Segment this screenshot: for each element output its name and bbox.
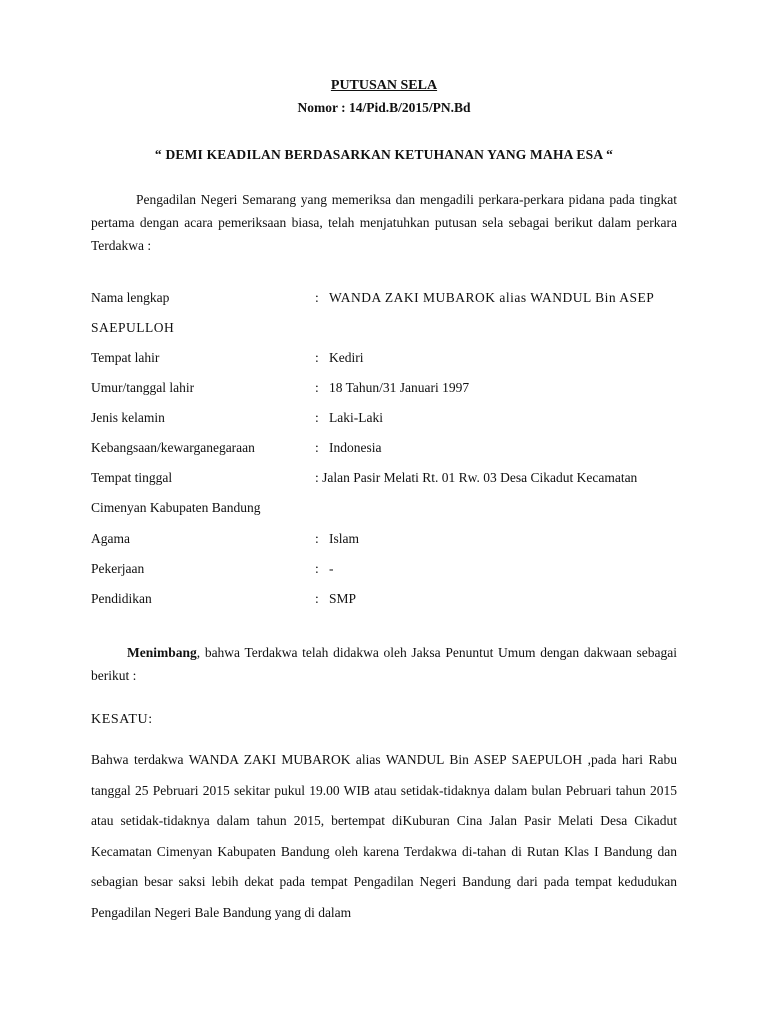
document-title: PUTUSAN SELA [330, 78, 438, 93]
identity-row-agama [91, 531, 681, 553]
agama-value: Islam [329, 531, 359, 546]
menimbang-paragraph [91, 641, 677, 687]
justice-motto: “ DEMI KEADILAN BERDASARKAN KETUHANAN YANG MAHA ESA “ [154, 147, 614, 162]
tempat-lahir-colon: : [315, 350, 319, 365]
pendidikan-colon: : [315, 591, 319, 606]
identity-row-nama [91, 290, 681, 312]
umur-label: Umur/tanggal lahir [91, 380, 195, 395]
pekerjaan-colon: : [315, 561, 319, 576]
jenis-kelamin-value: Laki-Laki [329, 410, 383, 425]
identity-row-pekerjaan [91, 561, 681, 583]
agama-label: Agama [91, 531, 130, 546]
kebangsaan-value: Indonesia [329, 440, 382, 455]
nama-continuation: SAEPULLOH [91, 320, 175, 335]
agama-colon: : [315, 531, 319, 546]
tempat-tinggal-label: Tempat tinggal [91, 470, 173, 485]
kesatu-heading: KESATU: [91, 712, 153, 727]
nama-colon: : [315, 290, 319, 305]
identity-row-tempat-lahir [91, 350, 681, 372]
pendidikan-label: Pendidikan [91, 591, 152, 606]
umur-colon: : [315, 380, 319, 395]
identity-row-tempat-tinggal [91, 470, 681, 492]
identity-row-umur [91, 380, 681, 402]
tempat-tinggal-continuation: Cimenyan Kabupaten Bandung [91, 500, 261, 515]
pendidikan-value: SMP [329, 591, 357, 606]
nama-label: Nama lengkap [91, 290, 170, 305]
pekerjaan-value: - [329, 561, 334, 576]
pekerjaan-label: Pekerjaan [91, 561, 145, 576]
menimbang-text: , bahwa Terdakwa telah didakwa oleh Jaksa Penuntut Umum dengan dakwaan sebagai berikut : [91, 645, 677, 683]
charge-paragraph: Bahwa terdakwa WANDA ZAKI MUBAROK alias WANDUL Bin ASEP SAEPULOH ,pada hari Rabu tanggal 25 Pebruari 2015 sekitar pukul 19.00 WIB atau setidak-tidaknya dalam bulan Pebruari tahun 2015 atau setidak-tidaknya dalam tahun 2015, bertempat diKuburan Cina Jalan Pasir Melati Desa Cikadut Kecamatan Cimenyan Kabupaten Bandung oleh karena Terdakwa di-tahan di Rutan Klas I Bandung dan sebagian besar saksi lebih dekat pada tempat Pengadilan Negeri Bandung dari pada tempat kedudukan Pengadilan Negeri Bale Bandung yang di dalam [91, 752, 677, 920]
jenis-kelamin-label: Jenis kelamin [91, 410, 165, 425]
identity-row-kebangsaan [91, 440, 681, 462]
menimbang-lead: Menimbang [127, 645, 197, 660]
umur-value: 18 Tahun/31 Januari 1997 [329, 380, 470, 395]
tempat-tinggal-value: : Jalan Pasir Melati Rt. 01 Rw. 03 Desa Cikadut Kecamatan [315, 470, 638, 485]
tempat-lahir-label: Tempat lahir [91, 350, 160, 365]
identity-row-pendidikan [91, 591, 681, 613]
kebangsaan-colon: : [315, 440, 319, 455]
identity-row-jenis-kelamin [91, 410, 681, 432]
intro-paragraph: Pengadilan Negeri Semarang yang memeriksa dan mengadili perkara-perkara pidana pada tingkat pertama dengan acara pemeriksaan biasa, telah menjatuhkan putusan sela sebagai berikut dalam perkara Terdakwa : [91, 192, 677, 253]
nama-value: WANDA ZAKI MUBAROK alias WANDUL Bin ASEP [329, 290, 655, 305]
jenis-kelamin-colon: : [315, 410, 319, 425]
tempat-lahir-value: Kediri [329, 350, 364, 365]
kebangsaan-label: Kebangsaan/kewarganegaraan [91, 440, 255, 455]
case-number: Nomor : 14/Pid.B/2015/PN.Bd [297, 100, 471, 115]
